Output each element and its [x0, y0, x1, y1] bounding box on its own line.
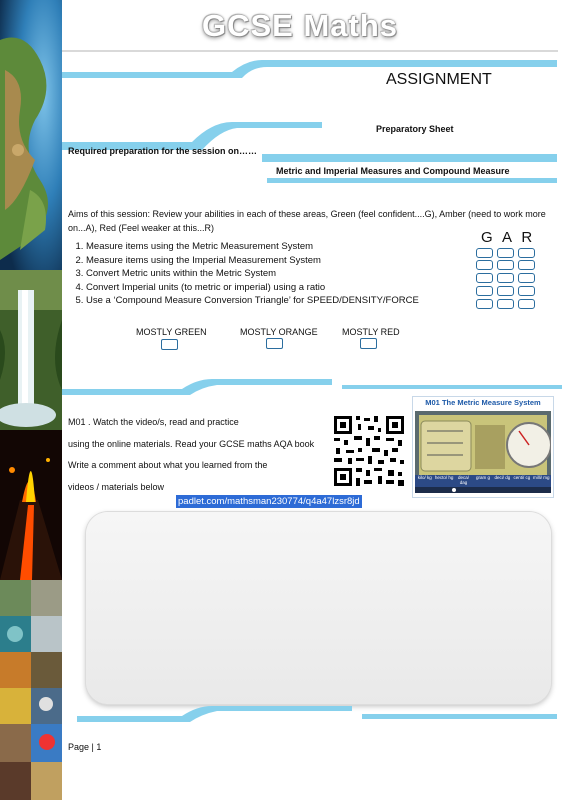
page-title: GCSE Maths — [201, 8, 399, 43]
animals-collage-image — [0, 580, 62, 800]
gar-red-checkbox[interactable] — [518, 286, 535, 296]
unit-label: kilo/ kg — [417, 475, 432, 480]
mostly-green-label: MOSTLY GREEN — [136, 327, 207, 337]
list-item: 3. Convert Metric units within the Metric System — [86, 267, 486, 281]
gar-amber-checkbox[interactable] — [497, 286, 514, 296]
gar-amber-checkbox[interactable] — [497, 299, 514, 309]
mostly-green-checkbox[interactable] — [161, 339, 178, 350]
required-prep-label: Required preparation for the session on…… — [68, 146, 258, 156]
list-item: 4. Convert Imperial units (to metric or imperial) using a ratio — [86, 281, 486, 295]
comment-box[interactable] — [86, 512, 551, 704]
unit-label: milli/ mg — [532, 475, 550, 480]
list-item: 5. Use a ‘Compound Measure Conversion Triangle’ for SPEED/DENSITY/FORCE — [86, 294, 486, 308]
unit-label: deci/ dg — [494, 475, 511, 480]
gar-amber-checkbox[interactable] — [497, 260, 514, 270]
list-item: 2. Measure items using the Imperial Measurement System — [86, 254, 486, 268]
gar-red-checkbox[interactable] — [518, 248, 535, 258]
decorative-image-strip — [0, 0, 62, 800]
unit-label: deca/ dag — [458, 475, 470, 485]
earth-image — [0, 0, 62, 270]
topic-label: Metric and Imperial Measures and Compound Measure — [276, 166, 510, 176]
gar-green-checkbox[interactable] — [476, 248, 493, 258]
gar-red-checkbox[interactable] — [518, 299, 535, 309]
video-unit-labels — [415, 475, 551, 485]
footer-band-graphic — [62, 702, 562, 732]
video-thumbnail[interactable] — [412, 396, 554, 498]
gar-green-checkbox[interactable] — [476, 299, 493, 309]
task-line-3: Write a comment about what you learned from the — [68, 460, 268, 470]
unit-label: hecto/ hg — [434, 475, 454, 480]
qr-code-icon — [332, 414, 406, 488]
page-number: Page | 1 — [68, 742, 102, 752]
gar-green-checkbox[interactable] — [476, 286, 493, 296]
volcano-image — [0, 430, 62, 580]
task-line-2: using the online materials. Read your GCSE maths AQA book — [68, 439, 315, 449]
assignment-label: ASSIGNMENT — [386, 71, 492, 88]
list-item: 1. Measure items using the Metric Measurement System — [86, 240, 486, 254]
gar-green-checkbox[interactable] — [476, 273, 493, 283]
unit-label: centi/ cg — [513, 475, 531, 480]
waterfall-image — [0, 270, 62, 430]
mostly-orange-checkbox[interactable] — [266, 338, 283, 349]
mostly-red-label: MOSTLY RED — [342, 327, 400, 337]
aims-list — [68, 240, 486, 308]
mostly-orange-label: MOSTLY ORANGE — [240, 327, 318, 337]
video-title: M01 The Metric Measure System — [425, 398, 541, 407]
task-line-1: M01 . Watch the video/s, read and practice — [68, 417, 239, 427]
gar-red-checkbox[interactable] — [518, 273, 535, 283]
padlet-link[interactable]: padlet.com/mathsman230774/q4a47lzsr8jd — [178, 496, 360, 507]
gar-red-checkbox[interactable] — [518, 260, 535, 270]
aims-intro: Aims of this session: Review your abilities in each of these areas, Green (feel confident....G), Amber (need to work more on...A), Red (Feel weaker at this...R) — [68, 209, 546, 233]
gar-header: G A R — [481, 229, 536, 246]
gar-amber-checkbox[interactable] — [497, 273, 514, 283]
mostly-red-checkbox[interactable] — [360, 338, 377, 349]
gar-amber-checkbox[interactable] — [497, 248, 514, 258]
unit-label: gram g — [475, 475, 490, 480]
task-line-4: videos / materials below — [68, 482, 165, 492]
sheet-type-label: Preparatory Sheet — [376, 124, 454, 134]
gar-green-checkbox[interactable] — [476, 260, 493, 270]
